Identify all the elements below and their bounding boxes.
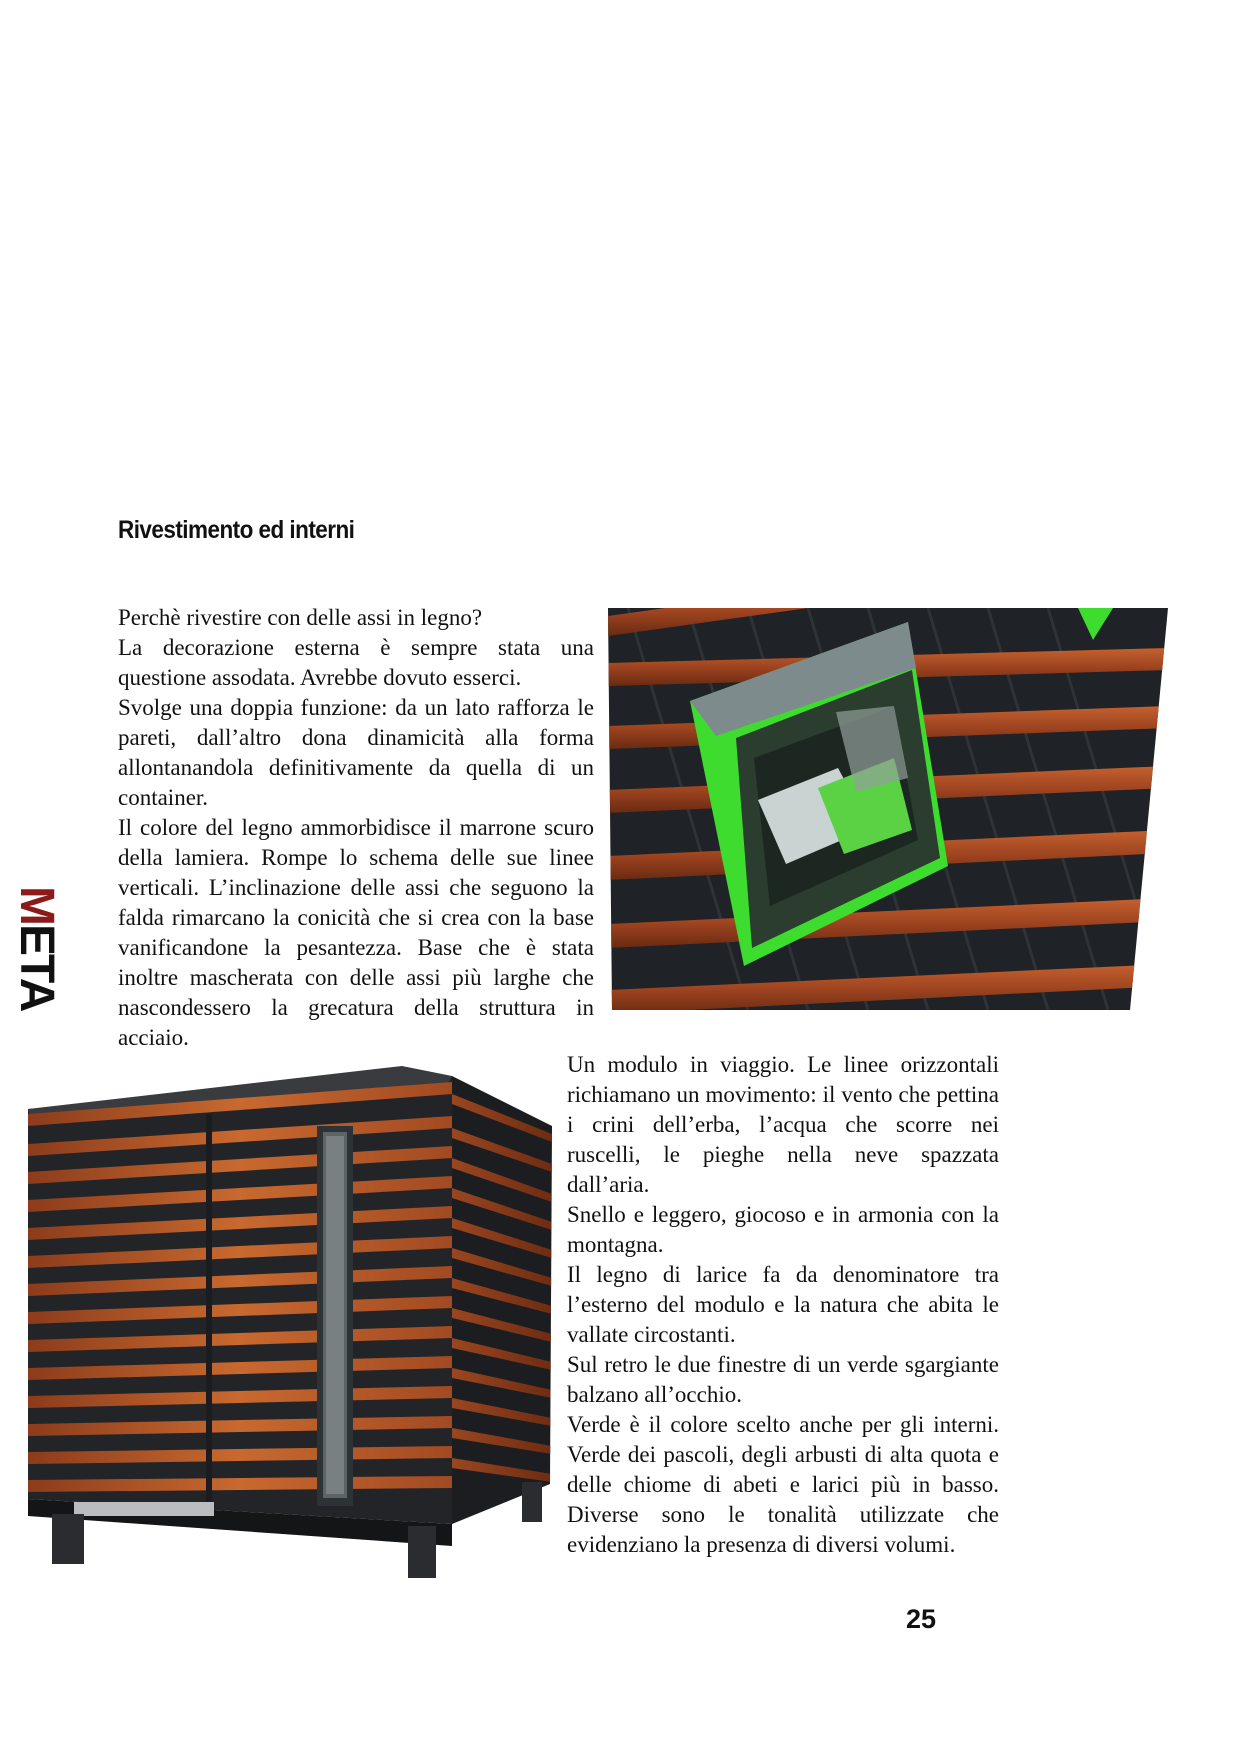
text-column-right xyxy=(567,1050,999,1560)
paragraph: Il legno di larice fa da denominatore tra l’esterno del modulo e la natura che abita le vallate circostanti. xyxy=(567,1262,999,1347)
paragraph: Snello e leggero, giocoso e in armonia con la montagna. xyxy=(567,1202,999,1257)
section-heading: Rivestimento ed interni xyxy=(118,516,355,544)
brand-logo-first-letter: M xyxy=(10,886,63,924)
brand-logo xyxy=(6,442,63,1011)
paragraph: Sul retro le due finestre di un verde sgargiante balzano all’occhio. xyxy=(567,1352,999,1407)
paragraph: Svolge una doppia funzione: da un lato rafforza le pareti, dall’altro dona dinamicità alla forma allontanandola definitivamente da quella di un container. xyxy=(118,695,594,810)
brand-logo-rest: ETA xyxy=(10,923,63,1011)
paragraph: La decorazione esterna è sempre stata una questione assodata. Avrebbe dovuto esserci. xyxy=(118,635,594,690)
brand-logo-text xyxy=(10,886,63,1011)
photo-wooden-module xyxy=(22,1054,562,1594)
paragraph: Verde è il colore scelto anche per gli interni. Verde dei pascoli, degli arbusti di alta quota e delle chiome di abeti e larici più in basso. Diverse sono le tonalità utilizzate che evidenziano la presenza di diversi volumi. xyxy=(567,1412,999,1557)
text-column-left xyxy=(118,603,594,1053)
paragraph: Il colore del legno ammorbidisce il marrone scuro della lamiera. Rompe lo schema delle sue linee verticali. L’inclinazione delle assi che seguono la falda rimarcano la conicità che si crea con la base vanificandone la pesantezza. Base che è stata inoltre mascherata con delle assi più larghe che nascondessero la grecatura della struttura in acciaio. xyxy=(118,815,594,1050)
paragraph: Un modulo in viaggio. Le linee orizzontali richiamano un movimento: il vento che pettina i crini dell’erba, l’acqua che scorre nei ruscelli, le pieghe nella neve spazzata dall’aria. xyxy=(567,1052,999,1197)
paragraph: Perchè rivestire con delle assi in legno? xyxy=(118,605,483,630)
photo-green-window xyxy=(608,608,1168,1010)
page-number: 25 xyxy=(906,1604,937,1634)
